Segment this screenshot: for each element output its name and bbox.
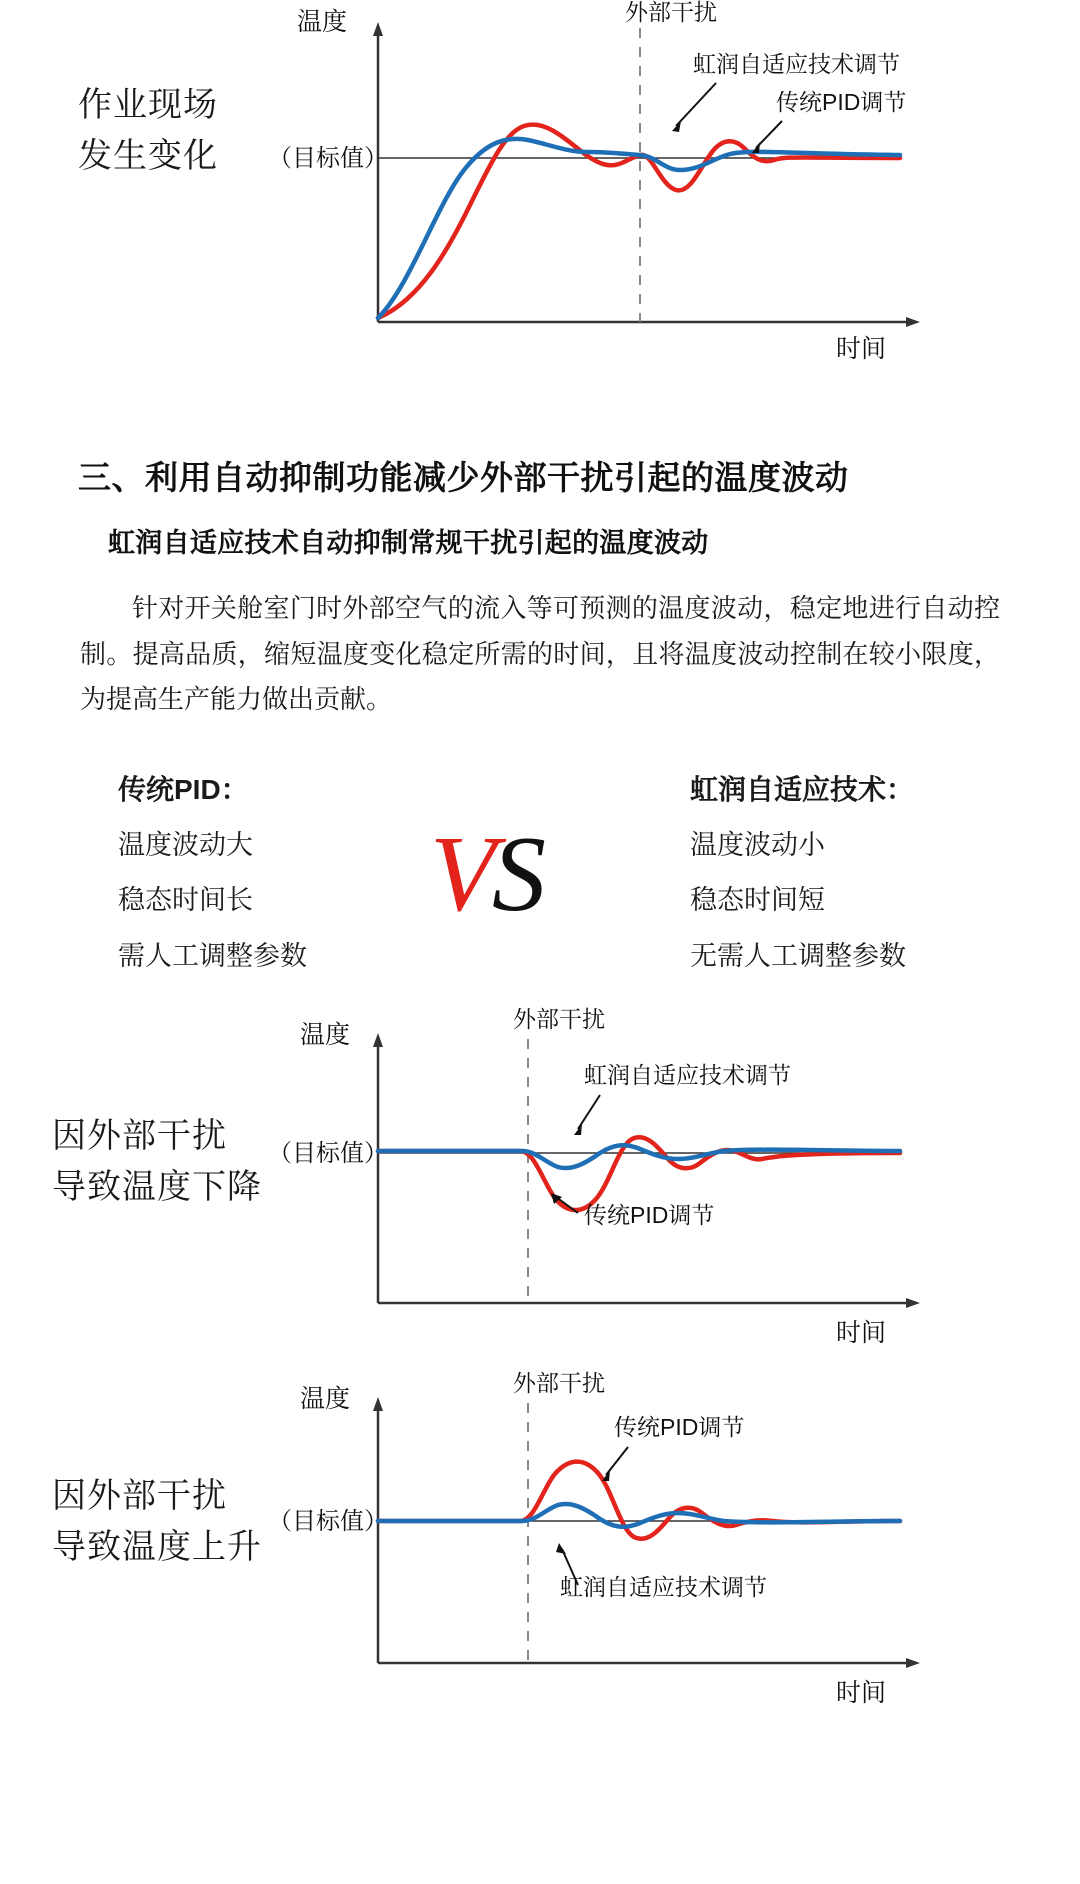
y-axis-title: 温度 — [300, 1020, 351, 1049]
x-axis-arrow — [906, 1658, 920, 1668]
series-adaptive-path — [378, 1503, 900, 1526]
side-label-line1: 因外部干扰 — [52, 1116, 227, 1155]
side-label-line2: 导致温度上升 — [52, 1527, 262, 1566]
comparison-left — [118, 761, 307, 984]
adaptive-leader — [676, 83, 716, 126]
chart-startup-svg — [0, 0, 1080, 370]
x-axis-title: 时间 — [836, 1678, 887, 1707]
target-value-label: （目标值） — [268, 1139, 388, 1167]
comparison-right-item-2: 无需人工调整参数 — [690, 940, 906, 971]
chart-drop-side-label — [52, 1111, 262, 1213]
series-adaptive-path — [378, 1145, 900, 1168]
adaptive-leader-arrow — [574, 1124, 582, 1135]
y-axis-title: 温度 — [300, 1384, 351, 1413]
comparison-right — [690, 761, 914, 984]
comparison-right-item-1: 稳态时间短 — [690, 885, 825, 916]
pid-annotation: 传统PID调节 — [614, 1413, 745, 1440]
side-label-line2: 发生变化 — [78, 137, 218, 175]
target-value-label: （目标值） — [268, 145, 388, 172]
y-axis-title: 温度 — [297, 8, 348, 36]
side-label-line1: 作业现场 — [78, 86, 218, 124]
adaptive-annotation: 虹润自适应技术调节 — [560, 1573, 767, 1600]
pid-leader-arrow — [752, 142, 760, 153]
adaptive-annotation: 虹润自适应技术调节 — [584, 1061, 791, 1088]
adaptive-leader — [578, 1095, 600, 1129]
pid-leader — [606, 1447, 628, 1475]
chart-rise — [0, 1363, 1080, 1723]
adaptive-annotation: 虹润自适应技术调节 — [693, 51, 900, 77]
pid-annotation: 传统PID调节 — [584, 1201, 715, 1228]
y-axis-arrow — [373, 1397, 383, 1411]
chart-startup — [0, 0, 1080, 370]
vs-v: V — [430, 814, 492, 934]
x-axis-title: 时间 — [836, 1318, 887, 1347]
comparison-block — [0, 761, 1080, 991]
chart-rise-side-label — [52, 1471, 262, 1573]
disturbance-label: 外部干扰 — [625, 0, 717, 25]
adaptive-leader-arrow — [556, 1543, 566, 1554]
adaptive-leader-arrow — [672, 121, 681, 132]
section-subheading: 虹润自适应技术自动抑制常规干扰引起的温度波动 — [108, 528, 709, 558]
y-axis-arrow — [373, 1033, 383, 1047]
y-axis-arrow — [373, 22, 383, 36]
target-value-label: （目标值） — [268, 1507, 388, 1535]
pid-leader — [756, 121, 782, 148]
comparison-right-item-0: 温度波动小 — [690, 829, 825, 860]
pid-annotation: 传统PID调节 — [776, 89, 907, 115]
x-axis-arrow — [906, 317, 920, 327]
chart-startup-side-label — [78, 80, 218, 182]
vs-mark — [430, 813, 542, 937]
side-label-line1: 因外部干扰 — [52, 1476, 227, 1515]
section-text — [0, 452, 1080, 723]
disturbance-label: 外部干扰 — [513, 1369, 605, 1396]
comparison-right-head: 虹润自适应技术： — [690, 773, 915, 805]
comparison-left-item-2: 需人工调整参数 — [118, 940, 307, 971]
disturbance-label: 外部干扰 — [513, 1005, 605, 1032]
side-label-line2: 导致温度下降 — [52, 1167, 262, 1206]
comparison-left-item-1: 稳态时间长 — [118, 885, 253, 916]
comparison-left-item-0: 温度波动大 — [118, 829, 253, 860]
comparison-left-head: 传统PID： — [118, 773, 249, 805]
chart-drop — [0, 1001, 1080, 1351]
vs-s: S — [491, 814, 542, 934]
x-axis-title: 时间 — [836, 335, 887, 363]
section-heading: 三、利用自动抑制功能减少外部干扰引起的温度波动 — [78, 459, 849, 496]
series-pid-path — [378, 1461, 900, 1538]
x-axis-arrow — [906, 1298, 920, 1308]
section-paragraph: 针对开关舱室门时外部空气的流入等可预测的温度波动，稳定地进行自动控制。提高品质，缩短温度变化稳定所需的时间，且将温度波动控制在较小限度，为提高生产能力做出贡献。 — [80, 593, 1000, 714]
